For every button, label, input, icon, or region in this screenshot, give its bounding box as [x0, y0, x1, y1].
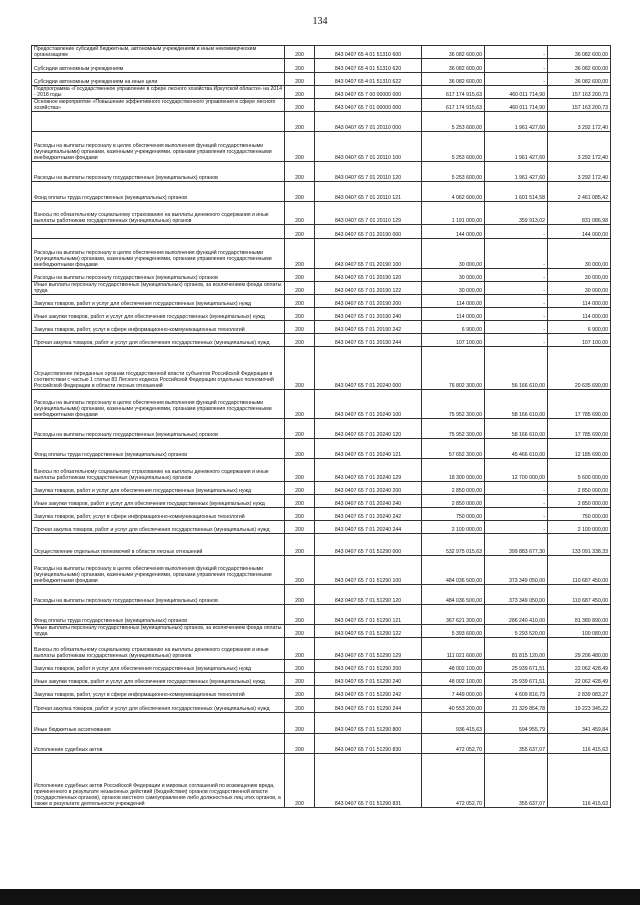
table-row [32, 46, 611, 59]
table-row [32, 508, 611, 521]
row-remaining: 157 163 200,73 [548, 86, 611, 99]
row-remaining: 30 000,00 [548, 269, 611, 282]
row-code: 200 [285, 334, 315, 347]
row-remaining: 30 000,00 [548, 282, 611, 295]
row-executed: - [485, 321, 548, 334]
row-executed: 45 466 610,00 [485, 439, 548, 459]
row-kbk: 843 0407 65 7 01 00000 000 [315, 99, 422, 112]
row-remaining: 2 100 000,00 [548, 521, 611, 534]
row-plan: 5 253 600,00 [422, 112, 485, 132]
row-plan: 30 000,00 [422, 239, 485, 269]
table-row [32, 99, 611, 112]
table-row [32, 521, 611, 534]
row-plan: 367 621 300,00 [422, 605, 485, 625]
row-remaining: 116 415,63 [548, 734, 611, 754]
table-row [32, 321, 611, 334]
row-kbk: 843 0407 65 7 01 20240 120 [315, 419, 422, 439]
row-kbk: 843 0407 65 7 01 51290 129 [315, 638, 422, 660]
row-remaining: 17 785 690,00 [548, 390, 611, 419]
row-kbk: 843 0407 65 7 01 20110 120 [315, 162, 422, 182]
row-code: 200 [285, 112, 315, 132]
row-kbk: 843 0407 65 7 01 20110 121 [315, 182, 422, 202]
row-remaining: 3 292 172,40 [548, 132, 611, 162]
row-remaining: 750 000,00 [548, 508, 611, 521]
row-kbk: 843 0407 65 7 01 51290 120 [315, 585, 422, 605]
row-plan: 30 000,00 [422, 269, 485, 282]
row-kbk: 843 0407 65 7 01 20240 242 [315, 508, 422, 521]
row-code: 200 [285, 419, 315, 439]
row-kbk: 843 0407 65 7 01 20190 200 [315, 295, 422, 308]
row-kbk: 843 0407 65 7 01 20190 244 [315, 334, 422, 347]
table-row [32, 699, 611, 713]
row-plan: 107 100,00 [422, 334, 485, 347]
table-row [32, 86, 611, 99]
row-plan: 532 975 015,63 [422, 534, 485, 556]
row-kbk: 843 0407 65 4 01 51310 622 [315, 73, 422, 86]
row-kbk: 843 0407 65 7 01 51290 831 [315, 754, 422, 808]
row-remaining: 12 185 690,00 [548, 439, 611, 459]
row-remaining: 36 082 600,00 [548, 73, 611, 86]
row-name: Расходы на выплаты персоналу государственных (муниципальных) органов [32, 585, 285, 605]
row-plan: 7 449 000,00 [422, 686, 485, 699]
row-code: 200 [285, 686, 315, 699]
row-kbk: 843 0407 65 7 01 20190 000 [315, 225, 422, 239]
row-plan: 36 082 600,00 [422, 59, 485, 73]
row-name [32, 112, 285, 132]
row-kbk: 843 0407 65 7 01 20240 244 [315, 521, 422, 534]
row-name: Основное мероприятие «Повышение эффективного государственного управления в сфере лесного хозяйства» [32, 99, 285, 112]
row-name: Исполнение судебных актов Российской Федерации и мировых соглашений по возмещению вреда, причиненного в результате незаконных действий (бездействия) органов государственной власти (государственных органов), органов местного самоуправления либо должностных лиц этих органов, а также в результате деятельности учреждений [32, 754, 285, 808]
row-plan: 936 415,63 [422, 713, 485, 734]
row-code: 200 [285, 321, 315, 334]
row-kbk: 843 0407 65 7 01 20240 121 [315, 439, 422, 459]
row-executed: 1 961 427,60 [485, 112, 548, 132]
row-plan: 472 052,70 [422, 754, 485, 808]
row-kbk: 843 0407 65 7 01 20110 129 [315, 202, 422, 225]
row-code: 200 [285, 46, 315, 59]
row-code: 200 [285, 182, 315, 202]
row-executed: 21 329 854,78 [485, 699, 548, 713]
row-plan: 76 802 300,00 [422, 347, 485, 390]
row-code: 200 [285, 132, 315, 162]
row-plan: 5 253 600,00 [422, 162, 485, 182]
page-number: 134 [312, 16, 328, 27]
table-row [32, 713, 611, 734]
table-row [32, 182, 611, 202]
row-executed: - [485, 46, 548, 59]
row-code: 200 [285, 439, 315, 459]
row-plan: 111 021 600,00 [422, 638, 485, 660]
row-remaining: 2 461 085,42 [548, 182, 611, 202]
row-plan: 2 850 000,00 [422, 482, 485, 495]
row-plan: 57 652 300,00 [422, 439, 485, 459]
row-name: Закупка товаров, работ и услуг для обеспечения государственных (муниципальных) нужд [32, 295, 285, 308]
row-plan: 484 036 500,00 [422, 556, 485, 585]
row-remaining: 22 062 428,49 [548, 660, 611, 673]
row-code: 200 [285, 162, 315, 182]
row-kbk: 843 0407 65 7 01 20240 000 [315, 347, 422, 390]
row-executed: 594 955,79 [485, 713, 548, 734]
row-code: 200 [285, 269, 315, 282]
row-remaining: 19 223 345,22 [548, 699, 611, 713]
row-plan: 472 052,70 [422, 734, 485, 754]
row-kbk: 843 0407 65 7 01 51290 200 [315, 660, 422, 673]
row-executed: 355 637,07 [485, 754, 548, 808]
row-code: 200 [285, 521, 315, 534]
row-name: Взносы по обязательному социальному страхованию на выплаты денежного содержания и иные выплаты работникам государственных (муниципальных) органов [32, 459, 285, 482]
row-remaining: 3 292 172,40 [548, 162, 611, 182]
table-row [32, 686, 611, 699]
row-executed: 373 349 050,00 [485, 556, 548, 585]
row-code: 200 [285, 86, 315, 99]
table-body [32, 46, 611, 808]
row-kbk: 843 0407 65 7 01 51290 242 [315, 686, 422, 699]
row-executed: 25 939 671,51 [485, 673, 548, 686]
row-plan: 114 000,00 [422, 308, 485, 321]
row-executed: - [485, 225, 548, 239]
row-executed: 5 293 520,00 [485, 625, 548, 638]
table-row [32, 269, 611, 282]
row-code: 200 [285, 605, 315, 625]
row-remaining: 3 292 172,40 [548, 112, 611, 132]
table-row [32, 132, 611, 162]
row-code: 200 [285, 225, 315, 239]
row-executed: 359 913,02 [485, 202, 548, 225]
row-plan: 617 174 915,63 [422, 86, 485, 99]
row-kbk: 843 0407 65 7 01 20240 200 [315, 482, 422, 495]
table-row [32, 459, 611, 482]
row-kbk: 843 0407 65 7 01 20190 120 [315, 269, 422, 282]
table-row [32, 112, 611, 132]
row-executed: 373 349 050,00 [485, 585, 548, 605]
row-plan: 2 850 000,00 [422, 495, 485, 508]
row-executed: - [485, 295, 548, 308]
row-executed: 1 961 427,60 [485, 132, 548, 162]
row-executed: 81 815 120,00 [485, 638, 548, 660]
row-kbk: 843 0407 65 7 01 20190 242 [315, 321, 422, 334]
row-name: Расходы на выплаты персоналу государственных (муниципальных) органов [32, 419, 285, 439]
row-code: 200 [285, 390, 315, 419]
table-row [32, 308, 611, 321]
row-executed: - [485, 521, 548, 534]
row-remaining: 157 163 200,73 [548, 99, 611, 112]
row-name: Взносы по обязательному социальному страхованию на выплаты денежного содержания и иные выплаты работникам государственных (муниципальных) органов [32, 638, 285, 660]
row-code: 200 [285, 585, 315, 605]
row-plan: 5 253 600,00 [422, 132, 485, 162]
row-name: Расходы на выплаты персоналу в целях обеспечения выполнения функций государственными (муниципальными) органами, казенными учреждениями, органами управления государственными внебюджетными фондами [32, 390, 285, 419]
row-name: Фонд оплаты труда государственных (муниципальных) органов [32, 182, 285, 202]
table-row [32, 73, 611, 86]
row-remaining: 100 080,00 [548, 625, 611, 638]
row-name: Закупка товаров, работ, услуг в сфере информационно-коммуникационных технологий [32, 321, 285, 334]
row-name: Закупка товаров, работ, услуг в сфере информационно-коммуникационных технологий [32, 508, 285, 521]
row-executed: - [485, 59, 548, 73]
table-row [32, 390, 611, 419]
table-row [32, 334, 611, 347]
row-kbk: 843 0407 65 7 01 20110 100 [315, 132, 422, 162]
row-executed: 460 011 714,90 [485, 99, 548, 112]
row-kbk: 843 0407 65 7 01 51290 800 [315, 713, 422, 734]
row-name: Прочая закупка товаров, работ и услуг для обеспечения государственных (муниципальных) нужд [32, 521, 285, 534]
row-executed: - [485, 308, 548, 321]
table-row [32, 162, 611, 182]
row-code: 200 [285, 282, 315, 295]
budget-table [31, 45, 611, 808]
row-name: Иные выплаты персоналу государственных (муниципальных) органов, за исключением фонда оплаты труда [32, 282, 285, 295]
row-plan: 617 174 915,63 [422, 99, 485, 112]
row-kbk: 843 0407 65 4 01 51310 600 [315, 46, 422, 59]
row-name: Иные закупки товаров, работ и услуг для обеспечения государственных (муниципальных) нужд [32, 495, 285, 508]
table-row [32, 295, 611, 308]
row-kbk: 843 0407 65 7 01 20240 240 [315, 495, 422, 508]
row-remaining: 144 000,00 [548, 225, 611, 239]
row-code: 200 [285, 459, 315, 482]
row-executed: - [485, 269, 548, 282]
row-executed: 399 883 677,30 [485, 534, 548, 556]
row-name: Расходы на выплаты персоналу государственных (муниципальных) органов [32, 269, 285, 282]
row-remaining: 81 380 890,00 [548, 605, 611, 625]
row-code: 200 [285, 754, 315, 808]
table-row [32, 660, 611, 673]
row-executed: - [485, 495, 548, 508]
row-plan: 6 900,00 [422, 321, 485, 334]
row-plan: 75 952 300,00 [422, 390, 485, 419]
row-executed: - [485, 482, 548, 495]
row-name: Прочая закупка товаров, работ и услуг для обеспечения государственных (муниципальных) нужд [32, 699, 285, 713]
table-row [32, 225, 611, 239]
row-code: 200 [285, 347, 315, 390]
row-code: 200 [285, 556, 315, 585]
row-plan: 5 393 600,00 [422, 625, 485, 638]
row-plan: 114 000,00 [422, 295, 485, 308]
row-name [32, 225, 285, 239]
row-plan: 4 062 600,00 [422, 182, 485, 202]
row-name: Предоставление субсидий бюджетным, автономным учреждениям и иным некоммерческим организациям [32, 46, 285, 59]
row-name: Закупка товаров, работ, услуг в сфере информационно-коммуникационных технологий [32, 686, 285, 699]
row-executed: - [485, 282, 548, 295]
row-code: 200 [285, 239, 315, 269]
row-code: 200 [285, 660, 315, 673]
row-code: 200 [285, 295, 315, 308]
row-kbk: 843 0407 65 7 01 51290 244 [315, 699, 422, 713]
row-executed: 58 166 610,00 [485, 390, 548, 419]
row-executed: 1 961 427,60 [485, 162, 548, 182]
table-row [32, 625, 611, 638]
row-code: 200 [285, 99, 315, 112]
row-name: Осуществление отдельных полномочий в области лесных отношений [32, 534, 285, 556]
row-kbk: 843 0407 65 7 01 51290 122 [315, 625, 422, 638]
row-remaining: 831 086,98 [548, 202, 611, 225]
row-name: Субсидии автономным учреждениям на иные цели [32, 73, 285, 86]
row-code: 200 [285, 508, 315, 521]
row-executed: 58 166 610,00 [485, 419, 548, 439]
row-executed: - [485, 508, 548, 521]
table-row [32, 754, 611, 808]
table-row [32, 282, 611, 295]
row-name: Субсидии автономным учреждениям [32, 59, 285, 73]
row-code: 200 [285, 734, 315, 754]
row-executed: 12 700 000,00 [485, 459, 548, 482]
row-remaining: 110 687 450,00 [548, 556, 611, 585]
row-name: Иные закупки товаров, работ и услуг для обеспечения государственных (муниципальных) нужд [32, 673, 285, 686]
table-row [32, 202, 611, 225]
row-name: Закупка товаров, работ и услуг для обеспечения государственных (муниципальных) нужд [32, 660, 285, 673]
row-name: Прочая закупка товаров, работ и услуг для обеспечения государственных (муниципальных) нужд [32, 334, 285, 347]
table-row [32, 419, 611, 439]
row-kbk: 843 0407 65 7 01 20190 240 [315, 308, 422, 321]
table-row [32, 347, 611, 390]
row-remaining: 20 635 690,00 [548, 347, 611, 390]
row-executed: - [485, 239, 548, 269]
row-plan: 48 002 100,00 [422, 660, 485, 673]
row-remaining: 5 600 000,00 [548, 459, 611, 482]
row-executed: 286 240 410,00 [485, 605, 548, 625]
row-remaining: 114 000,00 [548, 308, 611, 321]
table-row [32, 638, 611, 660]
table-row [32, 605, 611, 625]
row-plan: 750 000,00 [422, 508, 485, 521]
row-code: 200 [285, 495, 315, 508]
row-kbk: 843 0407 65 7 01 51290 100 [315, 556, 422, 585]
row-executed: 4 609 816,73 [485, 686, 548, 699]
row-remaining: 116 415,63 [548, 754, 611, 808]
row-code: 200 [285, 625, 315, 638]
row-remaining: 22 062 428,49 [548, 673, 611, 686]
table-row [32, 439, 611, 459]
row-code: 200 [285, 202, 315, 225]
row-plan: 40 553 200,00 [422, 699, 485, 713]
row-kbk: 843 0407 65 4 01 51310 620 [315, 59, 422, 73]
row-remaining: 110 687 450,00 [548, 585, 611, 605]
row-code: 200 [285, 534, 315, 556]
row-plan: 36 082 600,00 [422, 46, 485, 59]
row-name: Исполнение судебных актов [32, 734, 285, 754]
row-remaining: 29 206 480,00 [548, 638, 611, 660]
row-remaining: 36 082 600,00 [548, 59, 611, 73]
row-plan: 1 191 000,00 [422, 202, 485, 225]
row-code: 200 [285, 73, 315, 86]
row-name: Подпрограмма «Государственное управление в сфере лесного хозяйства Иркутской области» на 2014 - 2018 годы [32, 86, 285, 99]
row-kbk: 843 0407 65 7 01 51290 121 [315, 605, 422, 625]
row-remaining: 107 100,00 [548, 334, 611, 347]
row-remaining: 36 082 600,00 [548, 46, 611, 59]
row-name: Взносы по обязательному социальному страхованию на выплаты денежного содержания и иные выплаты работникам государственных (муниципальных) органов [32, 202, 285, 225]
row-kbk: 843 0407 65 7 01 20240 100 [315, 390, 422, 419]
row-executed: 25 939 671,51 [485, 660, 548, 673]
row-code: 200 [285, 699, 315, 713]
row-executed: - [485, 334, 548, 347]
row-executed: - [485, 73, 548, 86]
row-kbk: 843 0407 65 7 01 51290 240 [315, 673, 422, 686]
table-row [32, 495, 611, 508]
row-name: Закупка товаров, работ и услуг для обеспечения государственных (муниципальных) нужд [32, 482, 285, 495]
row-plan: 2 100 000,00 [422, 521, 485, 534]
table-row [32, 734, 611, 754]
row-executed: 56 166 610,00 [485, 347, 548, 390]
row-name: Иные закупки товаров, работ и услуг для обеспечения государственных (муниципальных) нужд [32, 308, 285, 321]
row-plan: 30 000,00 [422, 282, 485, 295]
row-code: 200 [285, 59, 315, 73]
row-remaining: 341 459,84 [548, 713, 611, 734]
row-code: 200 [285, 308, 315, 321]
row-remaining: 2 850 000,00 [548, 495, 611, 508]
row-name: Расходы на выплаты персоналу государственных (муниципальных) органов [32, 162, 285, 182]
row-remaining: 2 839 083,27 [548, 686, 611, 699]
row-name: Расходы на выплаты персоналу в целях обеспечения выполнения функций государственными (муниципальными) органами, казенными учреждениями, органами управления государственными внебюджетными фондами [32, 556, 285, 585]
row-remaining: 17 785 690,00 [548, 419, 611, 439]
row-remaining: 30 000,00 [548, 239, 611, 269]
row-kbk: 843 0407 65 7 00 00000 000 [315, 86, 422, 99]
row-executed: 355 637,07 [485, 734, 548, 754]
row-name: Фонд оплаты труда государственных (муниципальных) органов [32, 439, 285, 459]
row-code: 200 [285, 673, 315, 686]
row-name: Иные бюджетные ассигнования [32, 713, 285, 734]
row-kbk: 843 0407 65 7 01 20110 000 [315, 112, 422, 132]
row-remaining: 114 000,00 [548, 295, 611, 308]
row-kbk: 843 0407 65 7 01 20190 100 [315, 239, 422, 269]
row-plan: 36 082 600,00 [422, 73, 485, 86]
table-row [32, 534, 611, 556]
table-row [32, 556, 611, 585]
row-name: Расходы на выплаты персоналу в целях обеспечения выполнения функций государственными (муниципальными) органами, казенными учреждениями, органами управления государственными внебюджетными фондами [32, 132, 285, 162]
row-kbk: 843 0407 65 7 01 51290 830 [315, 734, 422, 754]
row-remaining: 2 850 000,00 [548, 482, 611, 495]
table-row [32, 482, 611, 495]
row-plan: 484 036 500,00 [422, 585, 485, 605]
table-row [32, 59, 611, 73]
row-code: 200 [285, 713, 315, 734]
table-row [32, 673, 611, 686]
scan-bottom-band [0, 889, 640, 905]
row-kbk: 843 0407 65 7 01 20190 122 [315, 282, 422, 295]
row-kbk: 843 0407 65 7 01 51290 000 [315, 534, 422, 556]
row-code: 200 [285, 482, 315, 495]
table-row [32, 585, 611, 605]
row-plan: 75 952 300,00 [422, 419, 485, 439]
row-name: Расходы на выплаты персоналу в целях обеспечения выполнения функций государственными (муниципальными) органами, казенными учреждениями, органами управления государственными внебюджетными фондами [32, 239, 285, 269]
row-executed: 1 601 514,58 [485, 182, 548, 202]
table-row [32, 239, 611, 269]
row-plan: 144 000,00 [422, 225, 485, 239]
row-plan: 18 300 000,00 [422, 459, 485, 482]
row-name: Осуществление переданных органам государственной власти субъектов Российской Федерации в соответствии с частью 1 статьи 83 Лесного кодекса Российской Федерации отдельных полномочий Российской Федерации в области лесных отношений [32, 347, 285, 390]
row-kbk: 843 0407 65 7 01 20240 129 [315, 459, 422, 482]
row-name: Иные выплаты персоналу государственных (муниципальных) органов, за исключением фонда оплаты труда [32, 625, 285, 638]
row-name: Фонд оплаты труда государственных (муниципальных) органов [32, 605, 285, 625]
row-executed: 460 011 714,90 [485, 86, 548, 99]
row-code: 200 [285, 638, 315, 660]
row-remaining: 133 091 338,33 [548, 534, 611, 556]
row-plan: 48 002 100,00 [422, 673, 485, 686]
row-remaining: 6 900,00 [548, 321, 611, 334]
